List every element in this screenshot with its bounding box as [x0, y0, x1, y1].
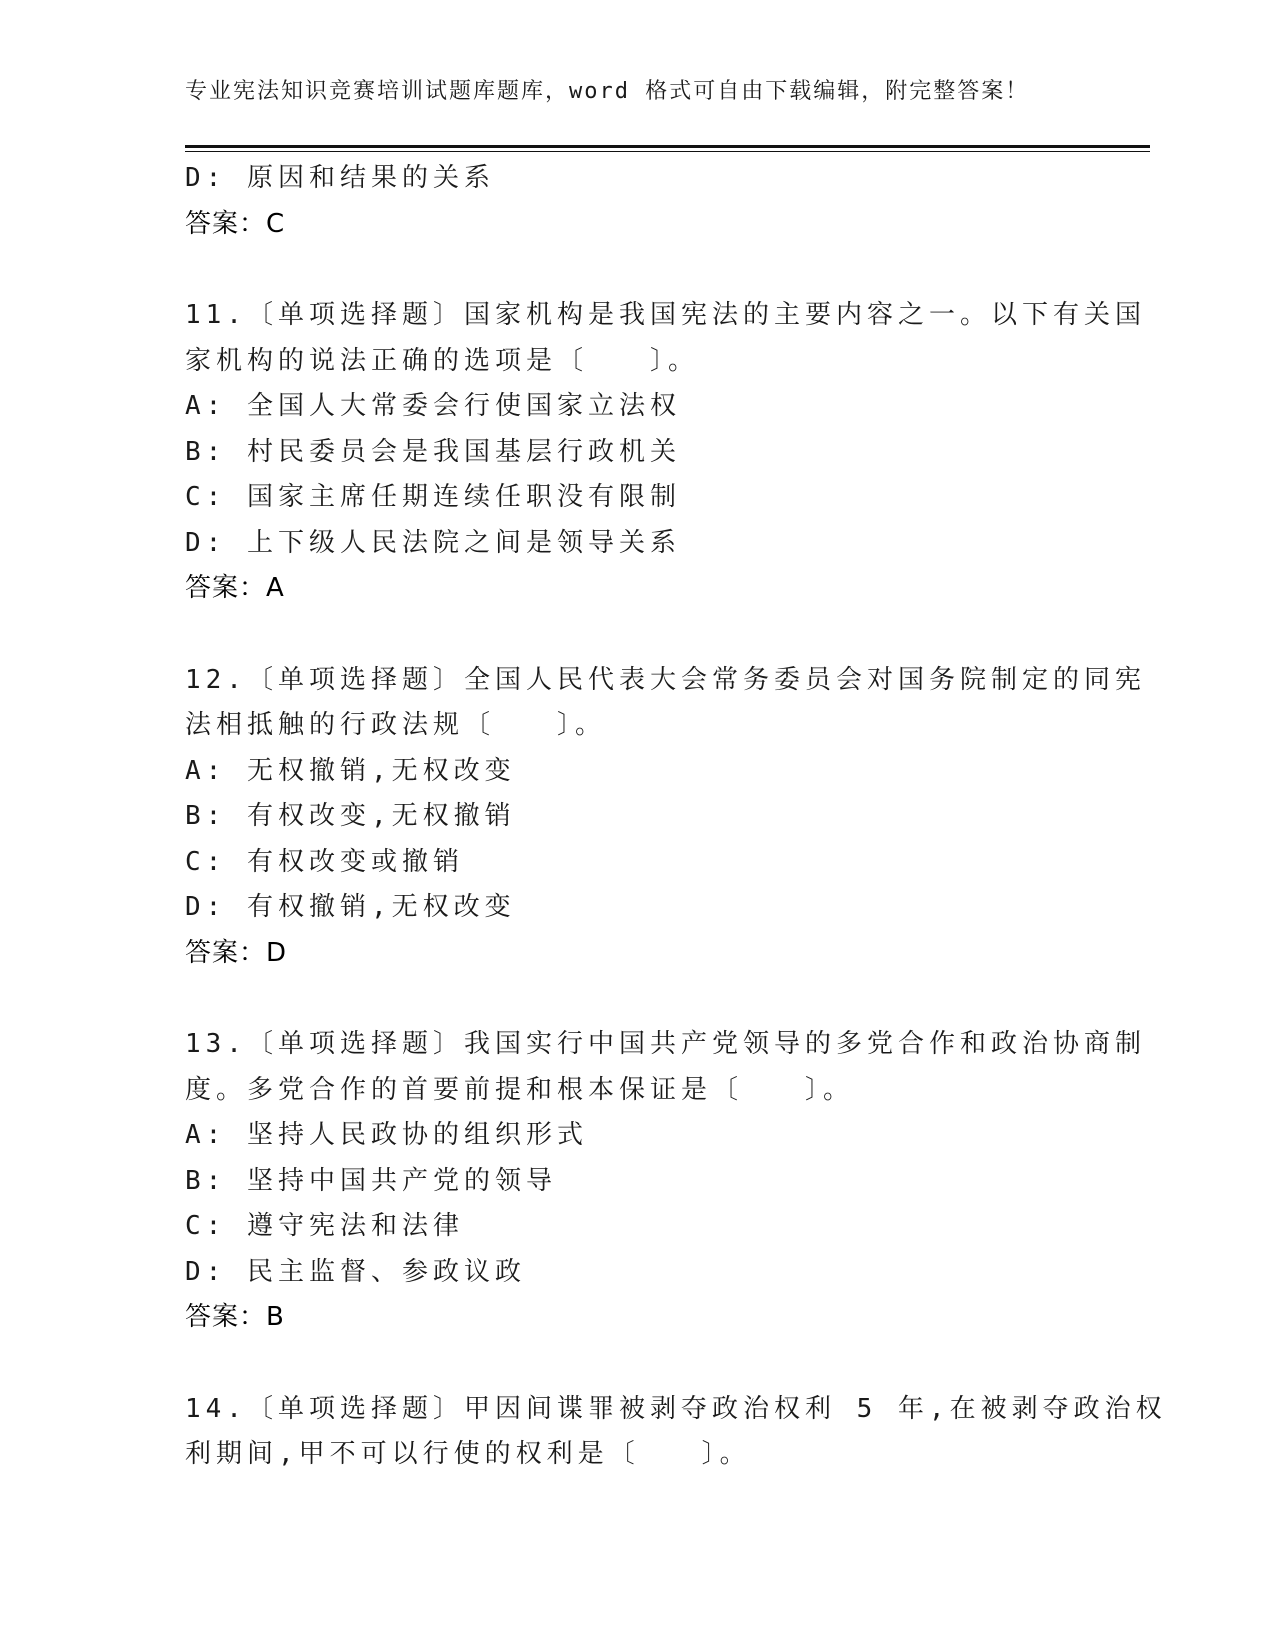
question-12-option-b: B: 有权改变,无权撤销 [185, 801, 516, 831]
prev-answer: 答案：C [185, 208, 286, 239]
question-14-text-1: 14.〔单项选择题〕甲因间谍罪被剥夺政治权利 5 年,在被剥夺政治权 [185, 1393, 1167, 1424]
question-12-option-a: A: 无权撤销,无权改变 [185, 755, 516, 786]
question-12-answer: 答案：D [185, 937, 288, 968]
question-11 [185, 293, 1146, 612]
question-11-option-a: A: 全国人大常委会行使国家立法权 [185, 391, 681, 421]
question-11-text-2: 家机构的说法正确的选项是〔 〕。 [185, 345, 700, 376]
header-rule-thin [185, 151, 1150, 152]
question-13 [185, 1022, 1146, 1341]
question-13-answer: 答案：B [185, 1302, 285, 1332]
question-13-option-c: C: 遵守宪法和法律 [185, 1211, 464, 1241]
question-12-text-2: 法相抵触的行政法规〔 〕。 [185, 710, 607, 740]
question-12-option-d: D: 有权撤销,无权改变 [185, 892, 516, 922]
question-14-text-2: 利期间,甲不可以行使的权利是〔 〕。 [185, 1439, 751, 1469]
question-12-option-c: C: 有权改变或撤销 [185, 846, 464, 877]
prev-option-d: D: 原因和结果的关系 [185, 163, 495, 193]
question-13-option-a: A: 坚持人民政协的组织形式 [185, 1120, 588, 1150]
header-rule-thick [185, 145, 1150, 148]
question-12-text-1: 12.〔单项选择题〕全国人民代表大会常务委员会对国务院制定的同宪 [185, 664, 1146, 695]
question-14 [185, 1387, 1167, 1478]
question-13-text-1: 13.〔单项选择题〕我国实行中国共产党领导的多党合作和政治协商制 [185, 1029, 1146, 1059]
question-13-option-d: D: 民主监督、参政议政 [185, 1256, 526, 1287]
question-13-option-b: B: 坚持中国共产党的领导 [185, 1165, 557, 1196]
question-11-option-d: D: 上下级人民法院之间是领导关系 [185, 527, 681, 558]
question-13-text-2: 度。多党合作的首要前提和根本保证是〔 〕。 [185, 1074, 855, 1105]
question-12 [185, 658, 1146, 977]
question-11-option-c: C: 国家主席任期连续任职没有限制 [185, 482, 681, 512]
document-body [185, 156, 1167, 1478]
question-11-text-1: 11.〔单项选择题〕国家机构是我国宪法的主要内容之一。以下有关国 [185, 300, 1146, 330]
page-header: 专业宪法知识竞赛培训试题库题库，word 格式可自由下载编辑，附完整答案！ [185, 79, 1030, 104]
question-11-option-b: B: 村民委员会是我国基层行政机关 [185, 436, 681, 467]
question-11-answer: 答案：A [185, 573, 285, 603]
